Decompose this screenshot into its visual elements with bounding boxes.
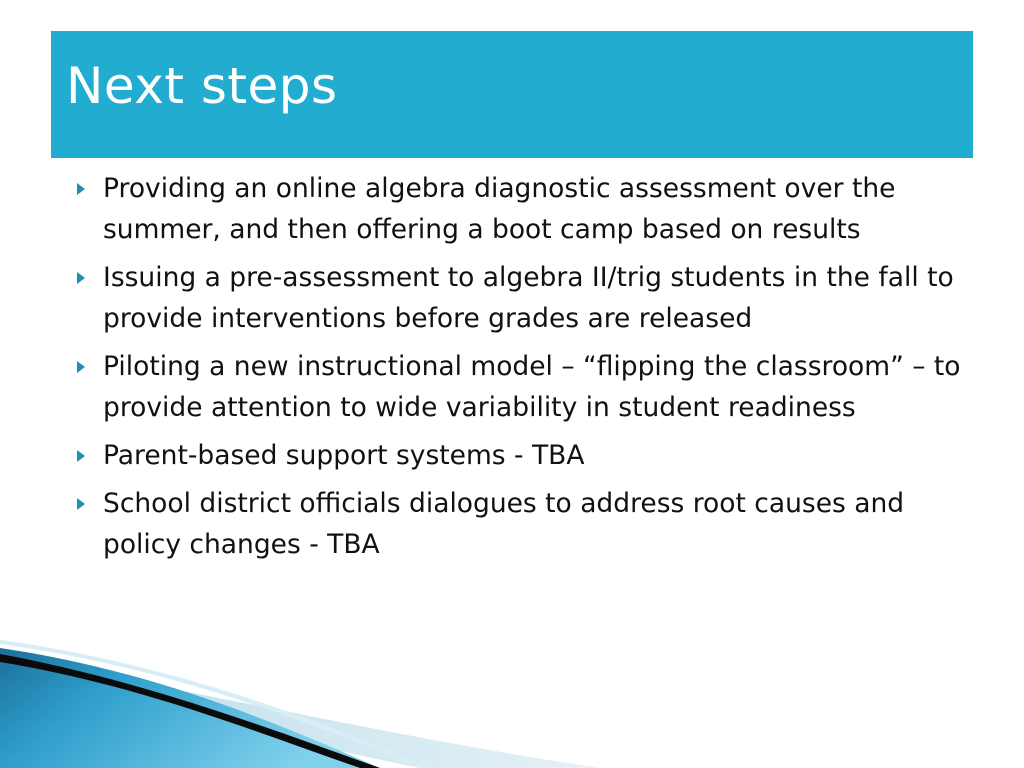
- bullet-text: Providing an online algebra diagnostic assessment over the summer, and then offering a boot camp based on results: [103, 173, 896, 245]
- slide-title: Next steps: [66, 57, 338, 115]
- bullet-item: [72, 168, 982, 250]
- triangle-bullet-icon: [77, 183, 85, 195]
- triangle-bullet-icon: [77, 361, 85, 373]
- bullet-item: [72, 346, 982, 428]
- bullet-text: School district officials dialogues to address root causes and policy changes - TBA: [103, 488, 905, 560]
- bullet-text: Parent-based support systems - TBA: [103, 440, 585, 471]
- bullet-item: [72, 483, 982, 565]
- decorative-swoosh: [0, 640, 1024, 768]
- title-bar: [51, 31, 973, 158]
- triangle-bullet-icon: [77, 498, 85, 510]
- triangle-bullet-icon: [77, 272, 85, 284]
- bullet-list: [72, 168, 982, 572]
- bullet-item: [72, 257, 982, 339]
- triangle-bullet-icon: [77, 450, 85, 462]
- bullet-item: [72, 435, 982, 476]
- bullet-text: Issuing a pre-assessment to algebra II/trig students in the fall to provide interventions before grades are released: [103, 262, 954, 334]
- bullet-text: Piloting a new instructional model – “flipping the classroom” – to provide attention to wide variability in student readiness: [103, 351, 961, 423]
